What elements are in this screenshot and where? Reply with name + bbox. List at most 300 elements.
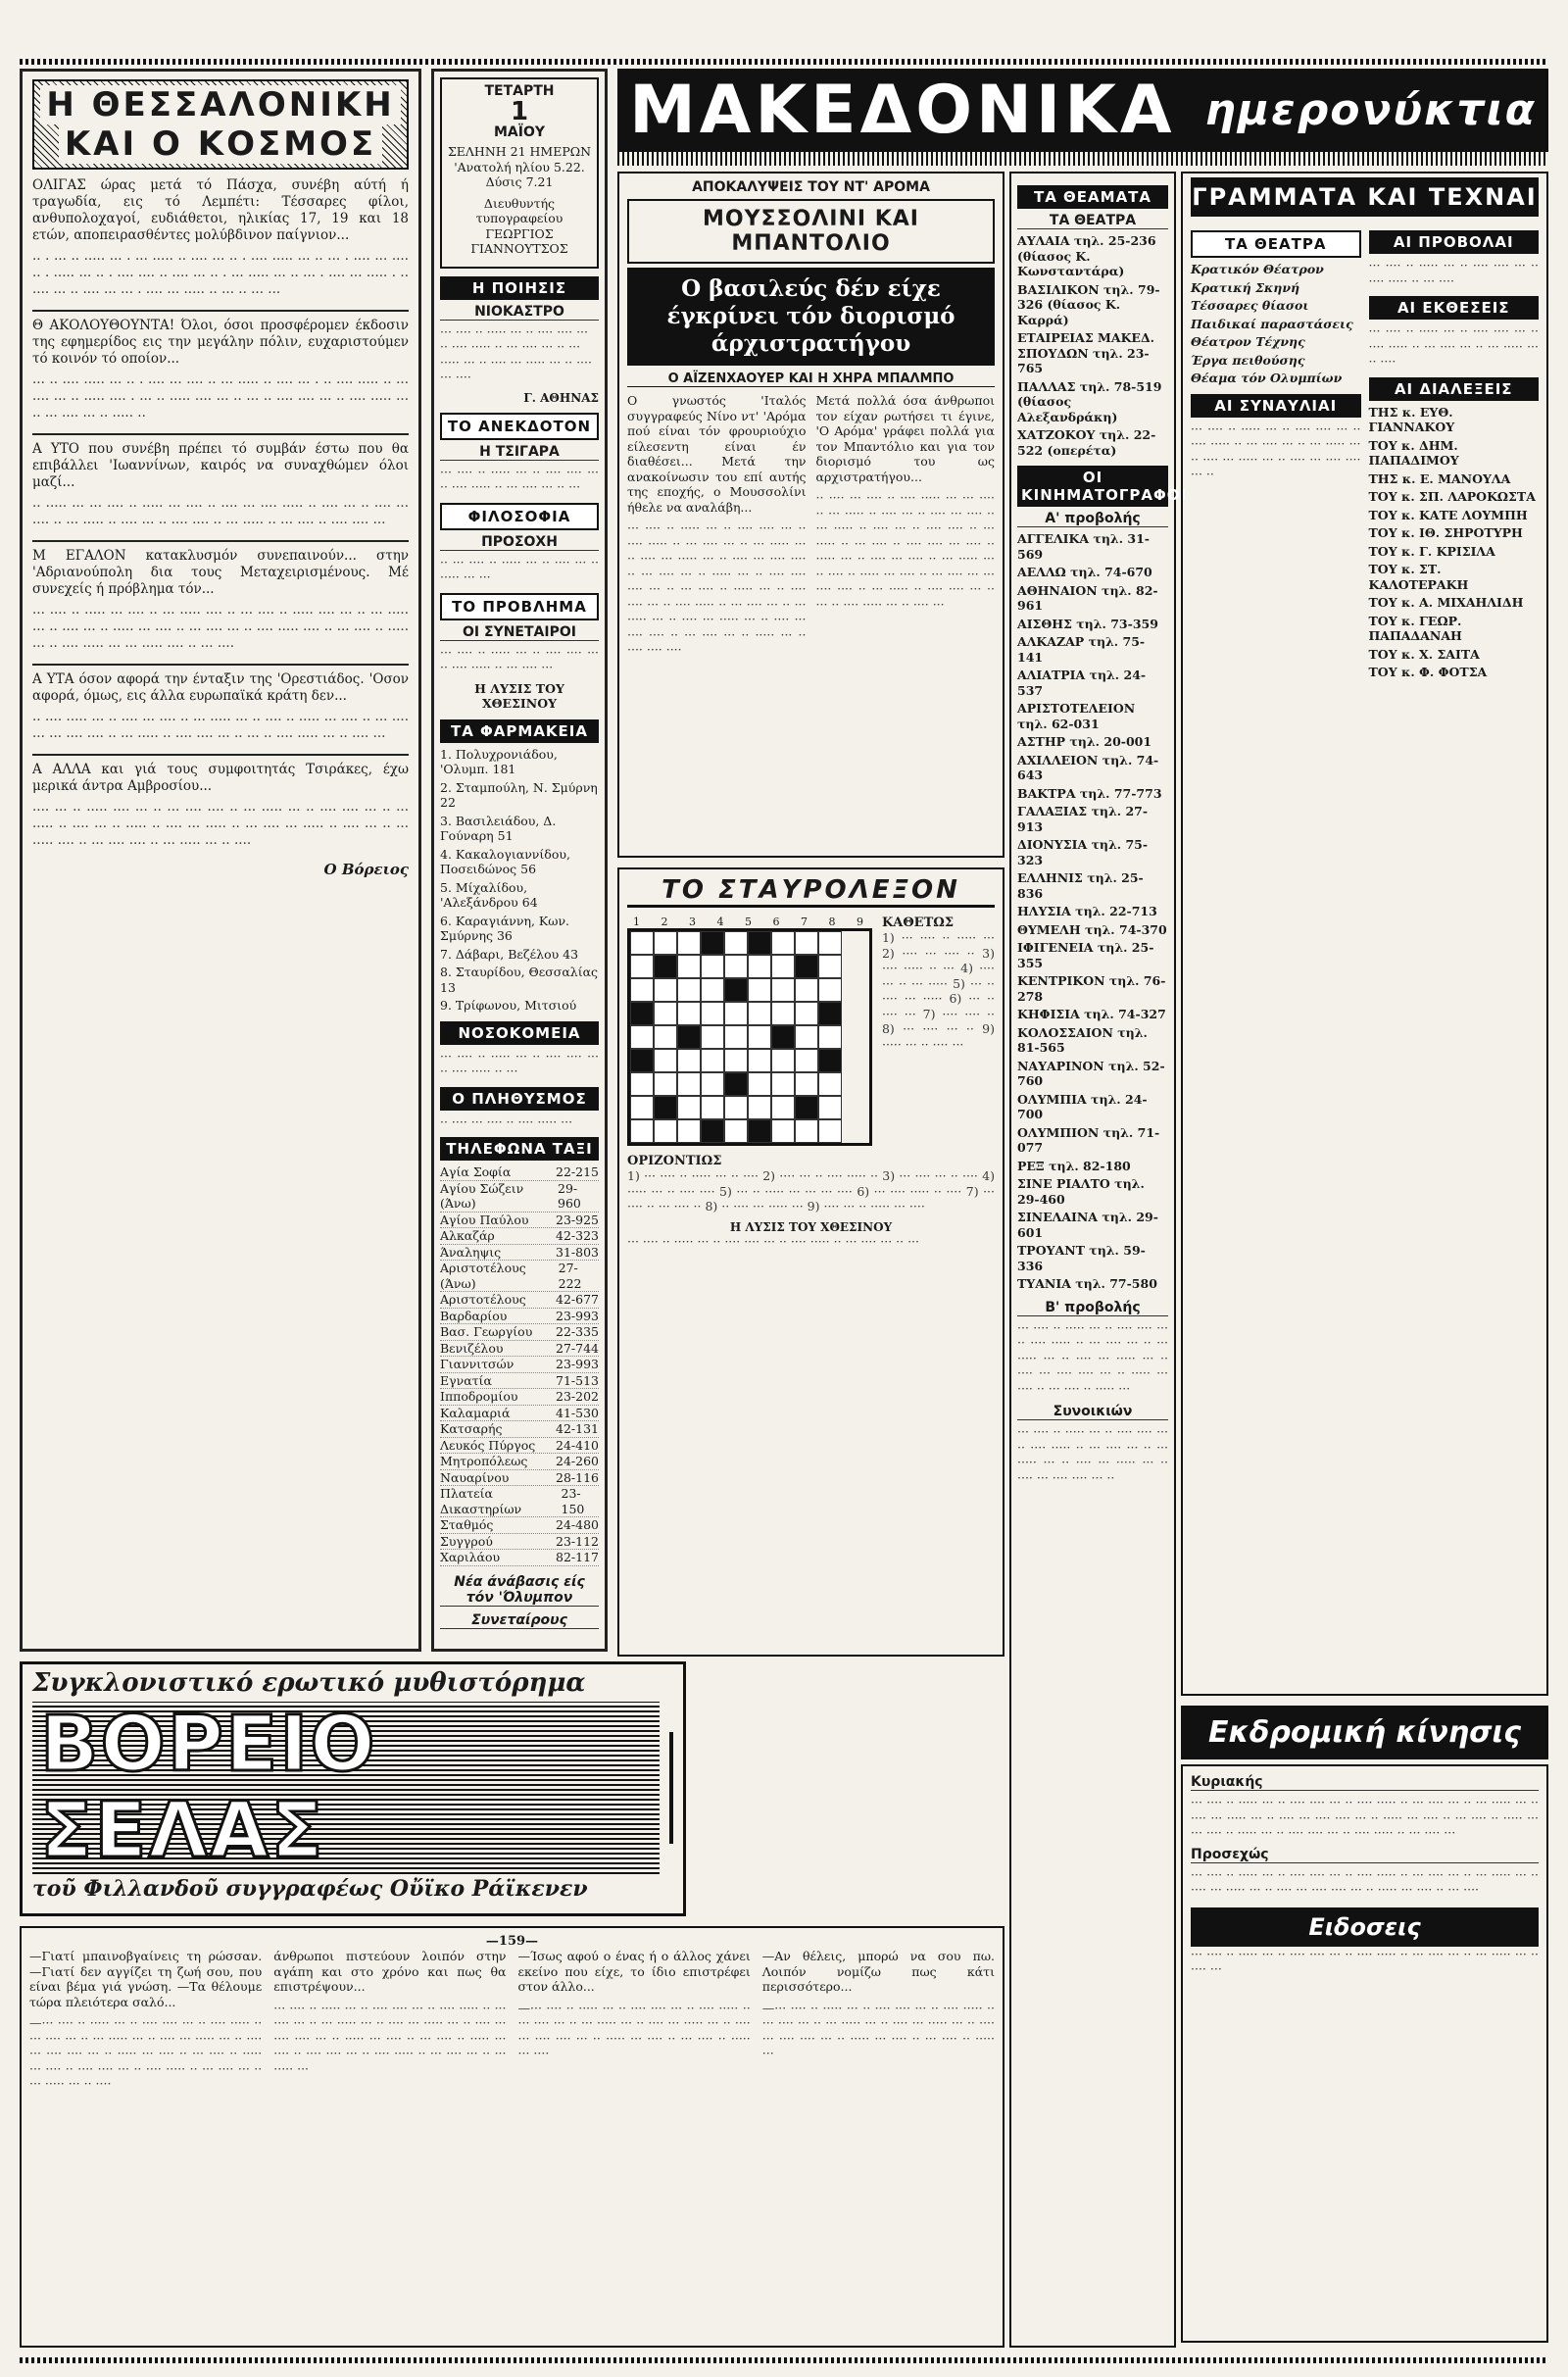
theater-item: ΒΑΣΙΛΙΚΟΝ τηλ. 79-326 (θίασος Κ. Καρρά) — [1017, 281, 1160, 327]
masthead-banner — [617, 152, 1548, 166]
cinema-item: ΟΛΥΜΠΙΑ τηλ. 24-700 — [1017, 1091, 1148, 1121]
taxi-stand-name: Μητροπόλεως — [440, 1454, 528, 1468]
crossword-cell[interactable] — [818, 931, 842, 955]
shows-filler: ··· ···· ·· ····· ··· ·· ···· ···· ··· ·· ···· ····· ·· ··· ···· — [1368, 258, 1539, 288]
crossword-cell[interactable] — [771, 1025, 795, 1049]
crossword-cell[interactable] — [748, 1119, 771, 1143]
pharmacy-item: 8. Σταυρίδου, Θεσσαλίας 13 — [440, 965, 599, 995]
crossword-solution: Η ΛΥΣΙΣ ΤΟΥ ΧΘΕΣΙΝΟΥ — [729, 1219, 893, 1234]
crossword-cell[interactable] — [771, 1119, 795, 1143]
crossword-cell[interactable] — [771, 1096, 795, 1119]
taxi-row — [440, 1389, 599, 1406]
taxi-stand-name: Βαρδαρίου — [440, 1308, 508, 1323]
taxi-stand-name: Αγίου Σώζειν (Άνω) — [440, 1180, 524, 1211]
crossword-cell[interactable] — [771, 1002, 795, 1025]
crossword-cell[interactable] — [818, 1002, 842, 1025]
crossword-cell[interactable] — [795, 978, 818, 1002]
feature-col-2 — [816, 393, 996, 664]
taxi-stand-name: Βενιζέλου — [440, 1340, 504, 1356]
hospital-heading: ΝΟΣΟΚΟΜΕΙΑ — [440, 1021, 599, 1045]
crossword-cell[interactable] — [795, 1002, 818, 1025]
arts-body — [1191, 223, 1539, 683]
crossword-cell[interactable] — [748, 1049, 771, 1072]
serial-filler-2: ··· ···· ·· ····· ··· ·· ···· ···· ··· ·· ···· ····· ·· ··· ···· ··· ·· ··· ····· ··· ·· ···· ··· ····· ··· ·· ···· ··· ···· ···· ··· ·· ····· ··· ···· ·· ··· ···· ·· ····· ··· ···· ·· ···· ···· ··· ·· ···· ····· ·· ··· ···· ··· ·· ··· ····· ··· — [273, 2000, 507, 2076]
ad-title: ΒΟΡΕΙΟ ΣΕΛΑΣ — [32, 1702, 660, 1874]
crossword-cell[interactable] — [701, 1119, 724, 1143]
cinema-item: ΚΕΝΤΡΙΚΟΝ τηλ. 76-278 — [1017, 973, 1166, 1004]
cinema-item: ΑΛΚΑΖΑΡ τηλ. 75-141 — [1017, 634, 1146, 665]
crossword-cell[interactable] — [795, 955, 818, 978]
theater-list — [1017, 233, 1168, 458]
crossword-cell[interactable] — [701, 1072, 724, 1096]
arts-item: Θέατρον Τέχνης — [1191, 334, 1305, 349]
pharmacy-item: 4. Κακαλογιαννίδου, Ποσειδώνος 56 — [440, 846, 570, 876]
crossword-cell[interactable] — [701, 1002, 724, 1025]
crossword-cell[interactable] — [630, 1049, 654, 1072]
crossword-cell[interactable] — [724, 1072, 748, 1096]
cinema-item: ΑΙΣΘΗΣ τηλ. 73-359 — [1017, 616, 1158, 631]
crossword-cell[interactable] — [748, 1096, 771, 1119]
taxi-row — [440, 1486, 599, 1517]
theater-item: ΠΑΛΛΑΣ τηλ. 78-519 (θίασος Αλεξανδράκη) — [1017, 378, 1162, 424]
theater-item: ΕΤΑΙΡΕΙΑΣ ΜΑΚΕΔ. ΣΠΟΥΔΩΝ τηλ. 23-765 — [1017, 330, 1155, 375]
cinema-item: ΡΕΞ τηλ. 82-180 — [1017, 1158, 1131, 1173]
cinema-item: ΑΡΙΣΤΟΤΕΛΕΙΟΝ τηλ. 62-031 — [1017, 701, 1136, 731]
taxi-stand-name: Συγγρού — [440, 1533, 493, 1549]
last-heading: Ειδοσεις — [1191, 1907, 1539, 1947]
crossword-cell[interactable] — [748, 955, 771, 978]
taxi-row — [440, 1228, 599, 1245]
lecturer-item: ΤΟΥ κ. Χ. ΣΑΙΤΑ — [1368, 646, 1480, 662]
top-decorative-strip — [20, 59, 1548, 65]
lecturer-item: ΤΟΥ κ. ΓΕΩΡ. ΠΑΠΑΔΑΝΑΗ — [1368, 613, 1462, 643]
cinema-item: ΑΓΓΕΛΙΚΑ τηλ. 31-569 — [1017, 531, 1150, 562]
date-box — [440, 77, 599, 269]
crossword-section — [617, 867, 1004, 1657]
crossword-cell[interactable] — [677, 955, 701, 978]
cinema-item: ΑΣΤΗΡ τηλ. 20-001 — [1017, 734, 1152, 749]
arts-item: Παιδικαί παραστάσεις — [1191, 316, 1353, 331]
population-heading: Ο ΠΛΗΘΥΣΜΟΣ — [440, 1087, 599, 1111]
serial-columns — [29, 1949, 995, 2098]
crossword-cell[interactable] — [677, 1002, 701, 1025]
feature-article — [617, 172, 1004, 858]
crossword-cell[interactable] — [630, 955, 654, 978]
excursions-sunday: Κυριακής — [1191, 1774, 1539, 1791]
crossword-cell[interactable] — [701, 1025, 724, 1049]
taxi-stand-name: Αλκαζάρ — [440, 1228, 495, 1243]
arts-item: Κρατική Σκηνή — [1191, 279, 1300, 295]
poem-title: ΝΙΟΚΑΣΤΡΟ — [440, 304, 599, 321]
crossword-cell[interactable] — [818, 1025, 842, 1049]
serial-col-4 — [762, 1949, 995, 2098]
crossword-cell[interactable] — [748, 1025, 771, 1049]
crossword-cell[interactable] — [771, 1072, 795, 1096]
cinema-item: ΣΙΝΕ ΡΙΑΛΤΟ τηλ. 29-460 — [1017, 1176, 1145, 1207]
date-number: 1 — [510, 97, 529, 126]
exhibitions-heading: ΑΙ ΕΚΘΕΣΕΙΣ — [1369, 296, 1540, 320]
taxi-stand-name: Αγίου Παύλου — [440, 1212, 529, 1227]
crossword-cell[interactable] — [701, 955, 724, 978]
crossword-cell[interactable] — [677, 1096, 701, 1119]
taxi-row — [440, 1421, 599, 1438]
crossword-cell[interactable] — [748, 931, 771, 955]
cinema-item: ΣΙΝΕΛΑΙΝΑ τηλ. 29-601 — [1017, 1210, 1158, 1240]
lecturer-item: ΤΟΥ κ. ΣΠ. ΛΑΡΟΚΩΣΤΑ — [1368, 489, 1536, 504]
crossword-cell[interactable] — [771, 978, 795, 1002]
exhibitions-filler: ··· ···· ·· ····· ··· ·· ···· ···· ··· ·· ···· ····· ·· ··· ···· ··· ·· ··· ····· ··· ·· ···· — [1368, 323, 1539, 369]
crossword-cell[interactable] — [724, 931, 748, 955]
crossword-cell[interactable] — [724, 1049, 748, 1072]
crossword-cell[interactable] — [630, 931, 654, 955]
divider — [32, 540, 409, 542]
crossword-cell[interactable] — [724, 1096, 748, 1119]
pharmacy-item: 2. Σταμπούλη, Ν. Σμύρνη 22 — [440, 779, 598, 810]
serial-text-4: —Αν θέλεις, μπορώ να σου πω. Λοιπόν νομίζω πως κάτι περισσότερο... — [761, 1949, 995, 1994]
taxi-stand-phone: 42-677 — [556, 1292, 599, 1307]
title-line-1: Η ΘΕΣΣΑΛΟΝΙΚΗ — [40, 85, 400, 124]
cinema-item: ΕΛΛΗΝΙΣ τηλ. 25-836 — [1017, 870, 1144, 901]
second-run-heading: Β' προβολής — [1017, 1300, 1168, 1316]
taxi-stand-phone: 23-993 — [556, 1308, 599, 1323]
crossword-cell[interactable] — [654, 931, 677, 955]
taxi-row — [440, 1517, 599, 1534]
taxi-stand-phone: 31-803 — [556, 1244, 599, 1260]
horizontal-clues-filler: 1) ··· ···· ·· ····· ··· ·· ···· 2) ···· ··· ·· ···· ····· ·· 3) ··· ···· ··· ·· ···· 4) ····· ··· ·· ···· ···· 5) ··· ·· ····· ··· ··· ··· ···· 6) ··· ···· ····· ·· ···· 7) ··· ···· ·· ··· ···· ·· 8) ·· ···· ··· ····· ··· 9) ···· ··· ·· ····· ··· ···· — [627, 1168, 995, 1213]
title-line-2: ΚΑΙ Ο ΚΟΣΜΟΣ — [59, 124, 382, 164]
theater-item: ΑΥΛΑΙΑ τηλ. 25-236 (θίασος Κ. Κωνσταντάρα) — [1017, 233, 1156, 278]
anecdote-filler: ··· ···· ·· ····· ··· ·· ···· ···· ··· ·· ···· ····· ·· ··· ···· ··· ·· ··· — [440, 464, 599, 494]
problem-solution: Η ΛΥΣΙΣ ΤΟΥ ΧΘΕΣΙΝΟΥ — [474, 680, 564, 711]
crossword-cell[interactable] — [818, 1049, 842, 1072]
divider — [32, 433, 409, 435]
feature-kicker: ΑΠΟΚΑΛΥΨΕΙΣ ΤΟΥ ΝΤ' ΑΡΟΜΑ — [692, 179, 930, 195]
crossword-cell[interactable] — [724, 1002, 748, 1025]
shows-subheading: ΑΙ ΠΡΟΒΟΛΑΙ — [1369, 230, 1540, 254]
concerts-heading: ΑΙ ΣΥΝΑΥΛΙΑΙ — [1191, 394, 1361, 418]
crossword-cell[interactable] — [677, 1072, 701, 1096]
feature-body — [627, 393, 995, 664]
serial-text-1: —Γιατί μπαινοβγαίνεις τη ρώσσαν. —Γιατί δεν αγγίζει τη ζωή σου, που είναι βέμα γιά γνώση. —Τα θέλουμε τώρα πλειότερα σαλό... — [29, 1949, 263, 2009]
philosophy-title: ΠΡΟΣΟΧΗ — [440, 534, 599, 551]
taxi-stand-name: Άναληψις — [440, 1244, 502, 1260]
left-paragraph-4: Μ ΕΓΑΛΟΝ κατακλυσμόν συνεπαινούν... στην 'Αδριανούπολη δια τους Μεταχειρισμένους. Μέ συνεχείς ή πρόβλημα τόν... — [32, 548, 409, 597]
cinema-item: ΤΡΟΥΑΝΤ τηλ. 59-336 — [1017, 1243, 1146, 1273]
masthead-sub: ημερονύκτια — [1204, 85, 1537, 135]
left-paragraph-filler-6: ···· ··· ·· ····· ···· ··· ·· ··· ···· ···· ·· ··· ····· ··· ·· ···· ···· ··· ·· ··· ····· ·· ···· ··· ·· ····· ·· ···· ··· ····· ·· ··· ···· ··· ····· ·· ···· ··· ·· ··· ····· ···· ·· ··· ···· ···· ·· ··· ····· ··· ·· ···· — [32, 803, 409, 852]
divider — [32, 754, 409, 756]
crossword-row — [627, 916, 995, 1146]
crossword-cell[interactable] — [748, 1002, 771, 1025]
masthead — [617, 69, 1548, 152]
serial-novel-ad — [20, 1661, 686, 1916]
cinema-item: ΑΧΙΛΛΕΙΟΝ τηλ. 74-643 — [1017, 752, 1159, 782]
pharmacy-item: 1. Πολυχρονιάδου, 'Ολυμπ. 181 — [440, 746, 558, 776]
crossword-cell[interactable] — [654, 1002, 677, 1025]
left-paragraph-filler-1: ·· · ··· ·· ····· ··· · ··· ····· ·· ···· ··· ·· · ···· ····· ··· ·· ··· · ···· ··· ···· ·· · ····· ··· ·· · ···· ···· ·· ···· ··· ·· · ··· ····· ··· ·· ··· · ···· ··· ····· · ·· ···· ··· ·· ···· ··· ··· · ···· ··· ····· ·· ··· ·· ··· ··· — [32, 252, 409, 301]
crossword-cell[interactable] — [654, 1119, 677, 1143]
excursions-upcoming: Προσεχώς — [1191, 1847, 1539, 1863]
crossword-cell[interactable] — [795, 1096, 818, 1119]
lecturer-item: ΤΟΥ κ. Γ. ΚΡΙΣΙΛΑ — [1368, 543, 1495, 559]
suburbs-filler: ··· ···· ·· ····· ··· ·· ···· ···· ··· ·· ···· ····· ·· ··· ···· ··· ·· ··· ····· ··· ·· ···· ··· ····· ··· ·· ···· ··· ···· ···· ··· ·· — [1017, 1424, 1168, 1485]
crossword-cell[interactable] — [771, 1049, 795, 1072]
philosophy-heading: ΦΙΛΟΣΟΦΙΑ — [440, 503, 599, 530]
poem-filler: ··· ···· ·· ····· ··· ·· ···· ···· ··· ·· ···· ····· ·· ··· ···· ··· ·· ··· ····· ··· ·· ···· ··· ····· ··· ·· ···· ··· ···· — [440, 323, 592, 384]
taxi-stand-phone: 42-131 — [556, 1421, 599, 1436]
lectures-heading: ΑΙ ΔΙΑΛΕΞΕΙΣ — [1369, 377, 1540, 401]
anecdote-heading: ΤΟ ΑΝΕΚΔΟΤΟΝ — [440, 413, 599, 440]
masthead-main: ΜΑΚΕΔΟΝΙΚΑ — [629, 72, 1176, 149]
crossword-cell[interactable] — [630, 1119, 654, 1143]
taxi-row — [440, 1164, 599, 1181]
taxi-stand-phone: 24-260 — [556, 1454, 599, 1468]
date-day: ΤΕΤΑΡΤΗ — [484, 83, 555, 99]
excursions-filler-1: ··· ···· ·· ····· ··· ·· ···· ···· ··· ·· ···· ····· ·· ··· ···· ··· ·· ··· ····· ··· ·· ···· ··· ····· ··· ·· ···· ··· ···· ···· ··· ·· ····· ··· ···· ·· ··· ···· ·· ····· ··· ··· ···· ·· ····· ··· ·· ···· ···· ··· ·· ···· ····· ·· ··· ···· ··· — [1191, 1795, 1539, 1840]
taxi-row — [440, 1406, 599, 1422]
cinema-item: ΟΛΥΜΠΙΟΝ τηλ. 71-077 — [1017, 1124, 1160, 1155]
taxi-row — [440, 1213, 599, 1229]
crossword-cell[interactable] — [795, 1119, 818, 1143]
left-paragraph-6: Α ΑΛΛΑ και γιά τους συμφοιτητάς Τσιράκες, έχω μερικά άντρα Αμβροσίου... — [32, 762, 409, 794]
ad-kicker: Συγκλονιστικό ερωτικό μυθιστόρημα — [32, 1668, 586, 1698]
arts-theaters-heading: ΤΑ ΘΕΑΤΡΑ — [1191, 230, 1361, 258]
solution-filler: ··· ···· ·· ····· ··· ·· ···· ···· ··· ·· ···· ····· ·· ··· ···· ··· ·· ··· — [627, 1233, 920, 1249]
pharmacy-item: 7. Δάβαρι, Βεζέλου 43 — [440, 946, 579, 962]
bottom-decorative-strip — [20, 2357, 1548, 2363]
middle-left-column-box — [431, 69, 608, 1652]
problem-title: ΟΙ ΣΥΝΕΤΑΙΡΟΙ — [440, 624, 599, 641]
crossword-cell[interactable] — [654, 978, 677, 1002]
taxi-stand-name: Ιπποδρομίου — [440, 1389, 518, 1404]
crossword-cell[interactable] — [701, 978, 724, 1002]
ad-illustration — [669, 1732, 673, 1844]
crossword-cell[interactable] — [818, 1096, 842, 1119]
conversation-heading: Συνεταίρους — [440, 1612, 599, 1629]
crossword-cell[interactable] — [771, 955, 795, 978]
suburbs-heading: Συνοικιών — [1017, 1404, 1168, 1420]
serial-col-1 — [29, 1949, 262, 2098]
date-month: ΜΑΪΟΥ — [493, 124, 545, 140]
serial-text — [20, 1926, 1004, 2348]
taxi-row — [440, 1324, 599, 1341]
taxi-stand-phone: 23-112 — [556, 1533, 599, 1549]
crossword-cell[interactable] — [677, 1119, 701, 1143]
crossword-vertical-title: ΚΑΘΕΤΩΣ — [881, 916, 955, 930]
taxi-row — [440, 1309, 599, 1325]
poem-heading: Η ΠΟΙΗΣΙΣ — [440, 276, 599, 300]
crossword-cell[interactable] — [795, 1025, 818, 1049]
taxi-row — [440, 1454, 599, 1470]
crossword-grid-wrap — [627, 916, 872, 1146]
arts-heading: ΓΡΑΜΜΑΤΑ ΚΑΙ ΤΕΧΝΑΙ — [1191, 177, 1539, 217]
lecturer-item: ΤΟΥ κ. Α. ΜΙΧΑΗΛΙΔΗ — [1368, 595, 1524, 610]
feature-filler-1: ··· ···· ·· ····· ··· ·· ···· ···· ··· ·· ···· ····· ·· ··· ···· ··· ·· ··· ····· ··· ·· ···· ··· ····· ··· ·· ···· ··· ···· ···· ·· ··· ···· ··· ·· ····· ··· ·· ···· ···· ···· ··· ·· ··· ···· ·· ····· ··· ·· ···· ···· ··· ·· ···· ····· ·· ··· ···· ··· ·· ··· ····· ··· ·· ···· ··· ····· ··· ·· ···· ··· ···· ···· ·· ··· ···· ··· ·· ····· ··· ·· ···· ···· ···· — [627, 520, 807, 657]
cinema-item: ΘΥΜΕΛΗ τηλ. 74-370 — [1017, 921, 1167, 937]
taxi-stand-name: Γιαννιτσών — [440, 1357, 514, 1371]
crossword-cell[interactable] — [818, 1072, 842, 1096]
lecturer-item: ΤΟΥ κ. ΙΘ. ΣΗΡΟΤΥΡΗ — [1368, 525, 1523, 540]
crossword-cell[interactable] — [748, 978, 771, 1002]
lecturer-item: ΤΟΥ κ. ΔΗΜ. ΠΑΠΑΔΙΜΟΥ — [1368, 437, 1459, 468]
crossword-cell[interactable] — [701, 1049, 724, 1072]
taxi-stand-phone: 22-335 — [556, 1324, 599, 1339]
ad-subtitle: τοῦ Φιλλανδοῦ συγγραφέως Οὔϊκο Ράϊκενεν — [32, 1876, 588, 1902]
crossword-cell[interactable] — [724, 955, 748, 978]
lecturer-item: ΤΟΥ κ. Φ. ΦΟΤΣΑ — [1368, 665, 1488, 679]
crossword-cell[interactable] — [677, 1049, 701, 1072]
shows-heading: ΤΑ ΘΕΑΜΑΤΑ — [1017, 185, 1168, 209]
divider — [32, 310, 409, 312]
crossword-cell[interactable] — [724, 978, 748, 1002]
excursions-heading: Εκδρομική κίνησις — [1181, 1706, 1548, 1759]
feature-col-1 — [627, 393, 807, 664]
cinema-item: ΒΑΚΤΡΑ τηλ. 77-773 — [1017, 785, 1162, 801]
taxi-stand-name: Καλαμαριά — [440, 1405, 511, 1420]
episode-number: —159— — [485, 1934, 539, 1949]
taxi-stand-phone: 24-480 — [556, 1517, 599, 1532]
taxi-row — [440, 1534, 599, 1551]
pharmacy-heading: ΤΑ ΦΑΡΜΑΚΕΙΑ — [440, 719, 599, 743]
left-paragraph-filler-5: ·· ···· ····· ··· ·· ···· ··· ···· ·· ··· ····· ··· ·· ···· ·· ····· ··· ···· ·· ··· ···· ··· ··· ···· ···· ·· ··· ····· ·· ···· ···· ··· ·· ··· ·· ···· ····· ··· ·· ···· ··· — [32, 713, 409, 745]
theaters-column — [1009, 172, 1188, 2348]
crossword-cell[interactable] — [654, 1025, 677, 1049]
crossword-cell[interactable] — [654, 1049, 677, 1072]
arts-item: Θέαμα τόν Ολυμπίων — [1191, 371, 1343, 385]
serial-filler-1: —··· ···· ·· ····· ··· ·· ···· ···· ··· ·· ···· ····· ·· ··· ···· ··· ·· ··· ····· ··· ·· ···· ··· ····· ··· ·· ···· ··· ···· ···· ··· ·· ····· ··· ···· ·· ··· ···· ·· ····· ··· ···· ·· ···· ···· ··· ·· ···· ····· ·· ··· ···· ··· ·· ··· ····· ··· ·· ···· — [29, 2015, 263, 2091]
left-column-box — [20, 69, 421, 1652]
serial-text-2: άνθρωποι πιστεύουν λοιπόν στην αγάπη και στο χρόνο και πως θα επιστρέψουν... — [273, 1949, 507, 1994]
crossword-cell[interactable] — [630, 1072, 654, 1096]
crossword-cell[interactable] — [701, 931, 724, 955]
philosophy-filler: ·· ··· ···· ·· ····· ··· ·· ···· ··· ·· ····· ··· ··· — [440, 554, 599, 584]
crossword-cell[interactable] — [701, 1096, 724, 1119]
taxi-row — [440, 1357, 599, 1373]
cinema-item: ΚΟΛΟΣΣΑΙΟΝ τηλ. 81-565 — [1017, 1024, 1148, 1055]
crossword-cell[interactable] — [771, 931, 795, 955]
taxi-stand-phone: 29-960 — [558, 1180, 581, 1211]
crossword-cell[interactable] — [630, 1096, 654, 1119]
cinema-item: ΓΑΛΑΞΙΑΣ τηλ. 27-913 — [1017, 804, 1149, 834]
divider — [32, 664, 409, 666]
taxi-stand-phone: 24-410 — [556, 1437, 599, 1453]
arts-col-2 — [1369, 223, 1540, 683]
cinema-item: ΔΙΟΝΥΣΙΑ τηλ. 75-323 — [1017, 837, 1149, 867]
lecturer-item: ΤΗΣ κ. ΕΥΘ. ΓΙΑΝΝΑΚΟΥ — [1368, 404, 1455, 434]
taxi-phones-heading: ΤΗΛΕΦΩΝΑ ΤΑΞΙ — [440, 1137, 599, 1161]
left-paragraph-5: Α ΥΤΑ όσον αφορά την ένταξιν της 'Ορεστιάδος. 'Οσον αφορά, όμως, εις άλλα ευρωπαϊκά κράτη δεν... — [32, 671, 409, 704]
serial-filler-3: —··· ···· ·· ····· ··· ·· ···· ···· ··· ·· ···· ····· ·· ··· ···· ··· ·· ··· ····· ··· ·· ···· ··· ····· ··· ·· ···· ··· ···· ···· ··· ·· ····· ··· ···· ·· ··· ···· ·· ····· ··· ···· — [517, 2000, 751, 2060]
crossword-cell[interactable] — [818, 1119, 842, 1143]
excursions-filler-2: ··· ···· ·· ····· ··· ·· ···· ···· ··· ·· ···· ····· ·· ··· ···· ··· ·· ··· ····· ··· ·· ···· ··· ····· ··· ·· ···· ··· ···· ···· ··· ·· ····· ··· ···· ·· ··· ···· — [1191, 1866, 1539, 1897]
lecturer-item: ΤΗΣ κ. Ε. ΜΑΝΟΥΛΑ — [1368, 470, 1511, 486]
crossword-cell[interactable] — [795, 1072, 818, 1096]
lecturer-item: ΤΟΥ κ. ΣΤ. ΚΑΛΟΤΕΡΑΚΗ — [1368, 562, 1469, 592]
crossword-cell[interactable] — [677, 978, 701, 1002]
crossword-cell[interactable] — [818, 955, 842, 978]
taxi-row — [440, 1373, 599, 1390]
cinema-item: ΝΑΥΑΡΙΝΟΝ τηλ. 52-760 — [1017, 1058, 1165, 1088]
feature-byline: Ο ΑΪΖΕΝΧΑΟΥΕΡ ΚΑΙ Η ΧΗΡΑ ΜΠΑΛΜΠΟ — [627, 371, 995, 387]
feature-filler-2: ·· ···· ··· ···· ·· ···· ····· ··· ··· ···· ·· ··· ····· ·· ···· ··· ·· ···· ··· ···· ·· ··· ····· ·· ···· ··· ·· ···· ···· ·· ··· ····· ·· ··· ···· ·· ···· ···· ··· ···· ·· ····· ··· ·· ···· ··· ···· ·· ··· ····· ··· ·· ···· ·· ····· ··· ···· ·· ··· ···· ··· ··· ···· ···· ·· ··· ····· ·· ···· ···· ··· ·· ··· ·· ···· ····· ··· ·· ···· ··· — [815, 490, 995, 612]
taxi-stand-phone: 27-222 — [558, 1261, 582, 1291]
crossword-cell[interactable] — [818, 978, 842, 1002]
crossword-cell[interactable] — [724, 1025, 748, 1049]
taxi-stand-phone: 42-323 — [556, 1228, 599, 1243]
crossword-columns: 1 2 3 4 5 6 7 8 9 — [633, 916, 872, 928]
taxi-stand-phone: 82-117 — [556, 1550, 599, 1564]
crossword-vertical-clues — [882, 916, 995, 1146]
taxi-stand-phone: 27-744 — [556, 1340, 599, 1356]
crossword-cell[interactable] — [724, 1119, 748, 1143]
left-paragraph-filler-2: ··· ·· ···· ····· ··· ·· · ···· ··· ···· ·· ··· ····· ·· ···· ··· · ·· ···· ····· ·· ··· ···· ··· ·· ····· ···· · ··· ·· ····· ···· ··· ·· ··· ·· ···· ···· ··· ·· ···· ····· ··· ·· ··· ···· ··· ·· ····· ·· — [32, 375, 409, 424]
taxi-stand-name: Εγνατία — [440, 1372, 492, 1388]
lecturer-list — [1369, 405, 1540, 680]
taxi-stand-phone: 71-513 — [556, 1372, 599, 1388]
crossword-cell[interactable] — [795, 931, 818, 955]
arts-item: Τέσσαρες θίασοι — [1191, 298, 1309, 313]
taxi-stand-phone: 41-530 — [556, 1405, 599, 1420]
taxi-row — [440, 1181, 599, 1213]
taxi-stand-name: Αγία Σοφία — [440, 1164, 512, 1179]
concerts-filler: ··· ···· ·· ····· ··· ·· ···· ···· ··· ·· ···· ····· ·· ··· ···· ··· ·· ··· ····· ··· ·· ···· ··· ····· ··· ·· ···· ··· ···· ···· ··· ·· — [1191, 421, 1361, 481]
arts-items — [1191, 262, 1361, 386]
crossword-cell[interactable] — [677, 931, 701, 955]
population-filler: ·· ···· ··· ···· ·· ···· ····· ··· — [440, 1114, 573, 1129]
crossword-cell[interactable] — [654, 955, 677, 978]
crossword-cell[interactable] — [654, 1072, 677, 1096]
theaters-subheading: ΤΑ ΘΕΑΤΡΑ — [1017, 213, 1168, 229]
pharmacy-item: 6. Καραγιάννη, Κων. Σμύρνης 36 — [440, 913, 570, 943]
director-credit: Διευθυντής τυπογραφείου ΓΕΩΡΓΙΟΣ ΓΙΑΝΝΟΥΤΣΟΣ — [470, 195, 568, 256]
crossword-cell[interactable] — [654, 1096, 677, 1119]
anecdote-title: Η ΤΣΙΓΑΡΑ — [440, 444, 599, 461]
taxi-row — [440, 1245, 599, 1262]
taxi-stand-name: Βασ. Γεωργίου — [440, 1324, 533, 1339]
cinemas-heading: ΟΙ ΚΙΝΗΜΑΤΟΓΡΑΦΟΙ — [1017, 466, 1168, 507]
signature: Ο Βόρειος — [323, 861, 409, 878]
crossword-heading: ΤΟ ΣΤΑΥΡΟΛΕΞΟΝ — [627, 875, 995, 908]
crossword-cell[interactable] — [795, 1049, 818, 1072]
cinema-item: ΤΥΑΝΙΑ τηλ. 77-580 — [1017, 1276, 1157, 1291]
crossword-cell[interactable] — [748, 1072, 771, 1096]
excursions-section — [1181, 1764, 1548, 2343]
cinema-list — [1017, 531, 1168, 1292]
feature-paragraph-1: Ο γνωστός 'Ιταλός συγγραφεύς Νίνο ντ' 'Αρόμα πού είναι τόν φρουριούχιο είλεσεντη είναι έν διαθέσει... Μετά την ανακοίνωσιν του επί αυτής της εποχής, ο Μουσσολίνι ήθελε να αναλάβη... — [627, 393, 807, 515]
crossword-cell[interactable] — [677, 1025, 701, 1049]
second-run-filler: ··· ···· ·· ····· ··· ·· ···· ···· ··· ·· ···· ····· ·· ··· ···· ··· ·· ··· ····· ··· ·· ···· ··· ····· ··· ·· ···· ··· ···· ···· ··· ·· ····· ··· ···· ·· ··· ···· ·· ····· ··· — [1017, 1319, 1168, 1396]
olympus-title: Νέα άνάβασις είς τόν 'Όλυμπον — [440, 1574, 599, 1607]
taxi-row — [440, 1292, 599, 1309]
pharmacy-item: 5. Μίχαλίδου, 'Αλεξάνδρου 64 — [440, 879, 538, 910]
pharmacy-item: 3. Βασιλειάδου, Δ. Γούναρη 51 — [440, 813, 557, 843]
crossword-cell[interactable] — [630, 1025, 654, 1049]
taxi-stand-name: Πλατεία Δικαστηρίων — [440, 1486, 522, 1516]
crossword-cell[interactable] — [630, 1002, 654, 1025]
feature-subheadline: Ο βασιλεύς δέν είχε έγκρίνει τόν διορισμό άρχιστρατήγου — [627, 268, 995, 366]
serial-col-2 — [273, 1949, 506, 2098]
taxi-list — [440, 1164, 599, 1566]
crossword-cell[interactable] — [630, 978, 654, 1002]
taxi-stand-phone: 28-116 — [556, 1469, 599, 1485]
serial-col-3 — [518, 1949, 751, 2098]
taxi-stand-phone: 23-993 — [556, 1357, 599, 1371]
problem-heading: ΤΟ ΠΡΟΒΛΗΜΑ — [440, 593, 599, 620]
lecturer-item: ΤΟΥ κ. ΚΑΤΕ ΛΟΥΜΠΗ — [1368, 507, 1528, 522]
crossword-grid[interactable] — [627, 928, 872, 1146]
left-paragraph-1: ΟΛΙΓΑΣ ώρας μετά τό Πάσχα, συνέβη αύτή ή τραγωδία, εις τό Λεμπέτι: Τέσσαρες φίλοι, ανθυπολοχαγοί, ευδιάθετοι, ηλικίας 17, 19 και 18 ετών, αποπειρασθέντες μολύβδινον παίγνιον... — [32, 177, 409, 243]
hospital-filler: ··· ···· ·· ····· ··· ·· ···· ···· ··· ·· ···· ····· ·· ··· — [440, 1048, 599, 1078]
